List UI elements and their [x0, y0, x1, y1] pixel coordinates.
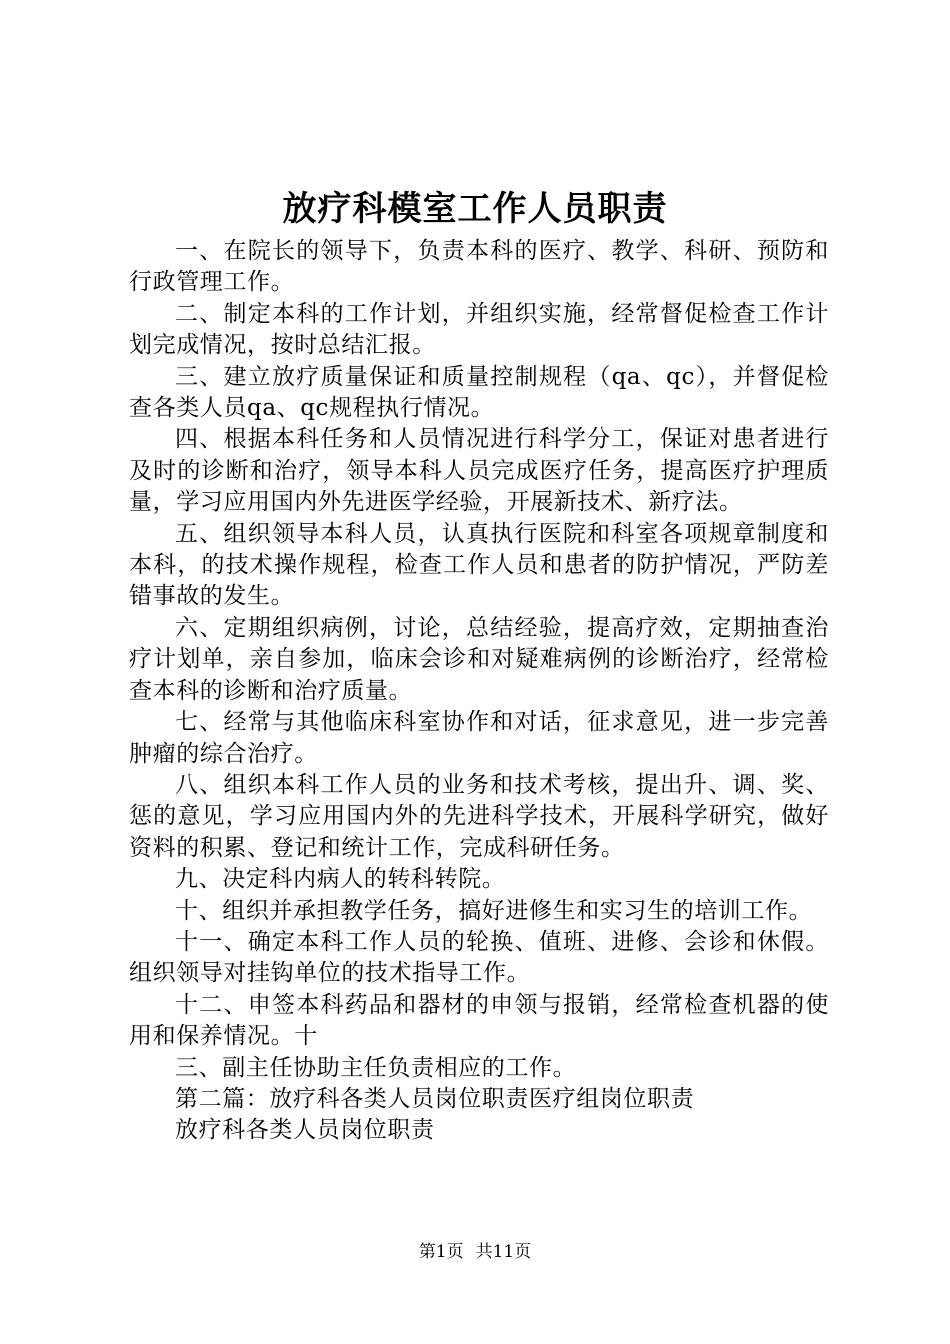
paragraph-2: 二、制定本科的工作计划，并组织实施，经常督促检查工作计划完成情况，按时总结汇报。: [129, 300, 829, 359]
paragraph-6: 六、定期组织病例，讨论，总结经验，提高疗效，定期抽查治疗计划单，亲自参加，临床会诊和对疑难病例的诊断治疗，经常检查本科的诊断和治疗质量。: [129, 614, 829, 704]
paragraph-1: 一、在院长的领导下，负责本科的医疗、教学、科研、预防和行政管理工作。: [129, 238, 829, 296]
paragraph-7: 七、经常与其他临床科室协作和对话，征求意见，进一步完善肿瘤的综合治疗。: [129, 709, 829, 767]
document-title: 放疗科模室工作人员职责: [282, 189, 668, 229]
paragraph-5: 五、组织领导本科人员，认真执行医院和科室各项规章制度和本科，的技术操作规程，检查工作人员和患者的防护情况，严防差错事故的发生。: [129, 520, 829, 610]
paragraph-4: 四、根据本科任务和人员情况进行科学分工，保证对患者进行及时的诊断和治疗，领导本科人员完成医疗任务，提高医疗护理质量，学习应用国内外先进医学经验，开展新技术、新疗法。: [129, 426, 829, 516]
paragraph-15: 放疗科各类人员岗位职责: [175, 1117, 435, 1144]
paragraph-3: 三、建立放疗质量保证和质量控制规程（qa、qc），并督促检查各类人员qa、qc规程执行情况。: [129, 363, 829, 422]
page-footer: [0, 1240, 950, 1264]
page-total: 共11页: [475, 1242, 532, 1262]
paragraph-12: 十二、申签本科药品和器材的申领与报销，经常检查机器的使用和保养情况。十: [129, 991, 829, 1050]
paragraph-14: 第二篇：放疗科各类人员岗位职责医疗组岗位职责: [175, 1085, 695, 1112]
document-body: [129, 236, 829, 1147]
paragraph-11: 十一、确定本科工作人员的轮换、值班、进修、会诊和休假。组织领导对挂钩单位的技术指导工作。: [129, 928, 829, 987]
paragraph-13: 三、副主任协助主任负责相应的工作。: [175, 1054, 577, 1081]
paragraph-8: 八、组织本科工作人员的业务和技术考核，提出升、调、奖、惩的意见，学习应用国内外的先进科学技术，开展科学研究，做好资料的积累、登记和统计工作，完成科研任务。: [129, 771, 829, 861]
paragraph-9: 九、决定科内病人的转科转院。: [175, 866, 506, 893]
page-number: 第1页: [418, 1242, 464, 1262]
paragraph-10: 十、组织并承担教学任务，搞好进修生和实习生的培训工作。: [175, 897, 813, 924]
